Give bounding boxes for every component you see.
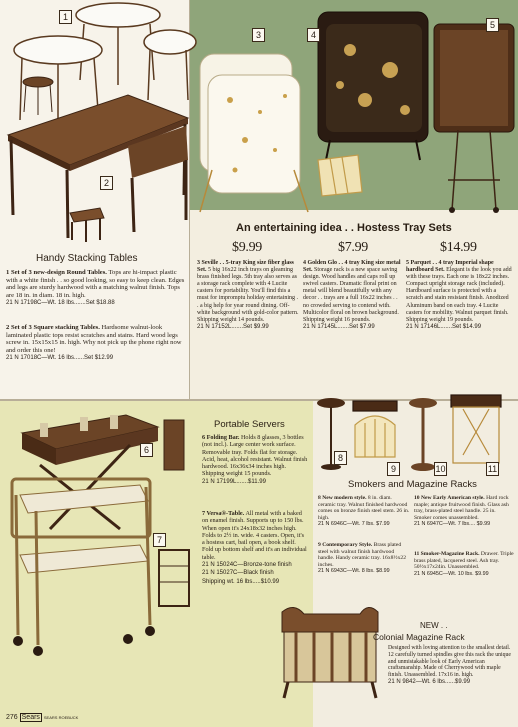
item-10-text: Hard rock maple; antique fruitwood finish. Glass ash tray, brass-plated steel handle. 25 in. Smoker comes unassembled. bbox=[414, 495, 509, 521]
item-5-text: Elegant is the look you add with these trays. Each one is 18x22 inches. Compact upright storage rack (included). Hardboard surface is protected with a scratch and stain resistant finish. Anodized Aluminum band on each tray. 4 Lucite casters for mobility. Walnut parquet finish. Shipping weight 19 pounds. bbox=[406, 267, 512, 323]
item-9-order: 21 N 6943C—Wt. 8 lbs. $8.99 bbox=[318, 568, 390, 575]
folding-bar-folded-illustration bbox=[162, 418, 188, 478]
golden-glo-tray-set bbox=[318, 12, 428, 160]
item-4-description bbox=[303, 260, 403, 331]
item-5-price: $14.99 bbox=[440, 240, 477, 255]
item-2-heading: 2 Set of 3 Square stacking Tables. bbox=[6, 324, 100, 331]
smokers-racks-title: Smokers and Magazine Racks bbox=[348, 479, 477, 490]
footer-small-text: SEARS ROEBUCK bbox=[43, 715, 79, 720]
smoker-magazine-rack bbox=[451, 395, 501, 463]
colonial-rack-text: Designed with loving attention to the smallest detail. 12 carefully turned spindles give this rack the unique and unmistakable look of Early American craftsmanship. Made of Cherrywood with maple finish. Unassembled. 17x16 in. high. bbox=[388, 645, 511, 679]
item-2-description bbox=[6, 324, 186, 363]
hostess-tray-illustration bbox=[190, 0, 518, 210]
item-5-description bbox=[406, 260, 514, 331]
item-8-heading: 8 New modern style. bbox=[318, 495, 367, 501]
item-6-description bbox=[202, 434, 308, 486]
item-9-text: Brass plated steel with walnut finish hardwood handle. Handy ceramic tray. 16x8½x22 inches. bbox=[318, 542, 407, 568]
item-2-text: Hardsome walnut-look laminated plastic tops resist scratches and stains. Hard wood legs screw in. 15x15x15 in. high. Why not pick up the phone right now and order this one! bbox=[6, 324, 182, 354]
item-5-heading: 5 Parquet . . 4 tray Imperial shape hardboard Set. bbox=[406, 260, 494, 274]
item-4-heading: 4 Golden Glo . . 4 tray King size metal Set. bbox=[303, 260, 401, 274]
stacking-tables-illustration bbox=[0, 0, 190, 240]
colonial-magazine-rack-illustration bbox=[274, 602, 384, 702]
early-american-smoker bbox=[409, 398, 437, 471]
small-stool bbox=[23, 77, 53, 115]
item-3-order: 21 N 17152L.......Set $9.99 bbox=[197, 323, 269, 330]
colonial-rack-title: Colonial Magazine Rack bbox=[373, 632, 465, 642]
item-4-price: $7.99 bbox=[338, 240, 369, 255]
parquet-tray-set bbox=[434, 24, 514, 213]
magazine-rack-small bbox=[318, 155, 362, 196]
hostess-tray-title: An entertaining idea . . Hostess Tray Sets bbox=[236, 222, 452, 234]
item-number-7: 7 bbox=[153, 533, 166, 547]
item-3-text: 5 big 16x22 inch trays on gleaming brass finished legs. 5th tray also serves as a storage rack complete with 4 Lucite casters for portability. You'll find this a must for impromptu holiday entertaining . . a big help for year round dining. Off-white background with gold-color pattern. Shipping weight 14 pounds. bbox=[197, 267, 299, 323]
item-3-heading: 3 Seville . . 5-tray King size fiber glass Set. bbox=[197, 260, 294, 274]
colonial-rack-order: 21 N 9842—Wt. 6 lbs......$9.99 bbox=[388, 678, 471, 685]
item-6-heading: 6 Folding Bar. bbox=[202, 434, 240, 441]
item-8-description bbox=[318, 495, 410, 528]
item-3-price: $9.99 bbox=[232, 240, 263, 255]
item-11-heading: 11 Smoker-Magazine Rack. bbox=[414, 551, 480, 557]
item-9-heading: 9 Contemporary Style. bbox=[318, 542, 373, 548]
item-8-text: 8 in. diam. ceramic tray. Walnut finished hardwood comes on bronze finish steel stem. 26 in. high. bbox=[318, 495, 410, 521]
portable-servers-title: Portable Servers bbox=[214, 419, 285, 430]
item-number-10: 10 bbox=[435, 464, 446, 474]
item-2-order: 21 N 17018C—Wt. 16 lbs......Set $12.99 bbox=[6, 355, 114, 362]
item-10-description bbox=[414, 495, 514, 528]
item-4-order: 21 N 17145L.......Set $7.99 bbox=[303, 323, 375, 330]
item-1-text: Tops are hi-impact plastic with a white finish . . so good looking, so easy to keep clean. Edges and legs are sturdy hardwood with a matching walnut finish. Tops are 18 in. in diam. 18 in. high. bbox=[6, 269, 185, 299]
contemporary-magazine-rack bbox=[353, 401, 397, 457]
item-1-order: 21 N 17198C—Wt. 18 lbs.......Set $18.88 bbox=[6, 300, 115, 307]
round-table-small bbox=[144, 30, 196, 100]
versa-table-folded-illustration bbox=[157, 548, 193, 618]
item-number-11: 11 bbox=[487, 464, 498, 474]
page-number: 276 bbox=[6, 714, 18, 721]
colonial-new-label: NEW . . bbox=[420, 621, 448, 630]
item-7-heading: 7 Versa®-Table. bbox=[202, 510, 245, 517]
seville-tray-set bbox=[200, 54, 308, 212]
item-6-text: Holds 8 glasses, 3 bottles (not incl.). Large center work surface. Removable tray. Folds flat for storage. Acid, heat, alcohol resistant. Walnut finish hardwood. 16x36x34 inches high. Shipping weight 15 pounds. bbox=[202, 434, 308, 478]
item-7-text: All metal with a baked on enamel finish. Supports up to 150 lbs. When open it's 24x18x32 inches high. Folds to 2½ in. wide. 4 casters. Open, it's a hostess cart, bail open, a book shelf. Fold up bottom shelf and it's an individual table. bbox=[202, 510, 307, 561]
item-11-text: Drawer. Triple brass plated, lacquered steel. Ash tray. 50½x17x24in. Unassembled. bbox=[414, 551, 514, 571]
item-8-order: 21 N 6946C—Wt. 7 lbs. $7.99 bbox=[318, 521, 390, 528]
item-6-order: 21 N 17199L.......$11.99 bbox=[202, 478, 266, 485]
item-5-order: 21 N 17146L.......Set $14.99 bbox=[406, 323, 482, 330]
item-11-order: 21 N 6945C—Wt. 10 lbs. $9.99 bbox=[414, 570, 489, 577]
item-7-description bbox=[202, 510, 308, 586]
versa-table bbox=[12, 479, 155, 656]
item-7-shipping: Shipping wt. 16 lbs.....$10.99 bbox=[202, 578, 280, 585]
item-1-heading: 1 Set of 3 new-design Round Tables. bbox=[6, 269, 107, 276]
item-11-description bbox=[414, 551, 514, 577]
item-number-8: 8 bbox=[334, 451, 347, 465]
item-number-1: 1 bbox=[59, 10, 72, 24]
colonial-rack-description bbox=[388, 645, 512, 686]
item-number-6: 6 bbox=[140, 443, 153, 457]
item-7-order-black: 21 N 15027C—Black finish bbox=[202, 570, 274, 577]
item-4-text: Storage rack is a new space saving design. Wood handles and caps roll up swivel casters. Dramatic floral print on metal will blend beautifully with any decor . . trays are a full 16x22 inches . . no crowded serving to contend with. Multicolor floral on brown background. Shipping weight 16 pounds. bbox=[303, 267, 399, 323]
item-10-heading: 10 New Early American style. bbox=[414, 495, 485, 501]
item-number-4: 4 bbox=[307, 28, 320, 42]
item-number-9: 9 bbox=[387, 462, 400, 476]
item-1-description bbox=[6, 269, 186, 308]
item-number-2: 2 bbox=[100, 176, 113, 190]
item-3-description bbox=[197, 260, 300, 331]
page-footer bbox=[6, 714, 78, 721]
square-table-small bbox=[70, 208, 104, 242]
item-number-3: 3 bbox=[252, 28, 265, 42]
sears-logo: Sears bbox=[21, 714, 40, 721]
item-7-order-bronze: 21 N 15024C—Bronze-tone finish bbox=[202, 562, 292, 569]
item-10-order: 21 N 6947C—Wt. 7 lbs.... $9.99 bbox=[414, 521, 491, 528]
item-number-5: 5 bbox=[486, 18, 499, 32]
item-9-description bbox=[318, 542, 410, 575]
stacking-tables-title: Handy Stacking Tables bbox=[36, 253, 138, 264]
